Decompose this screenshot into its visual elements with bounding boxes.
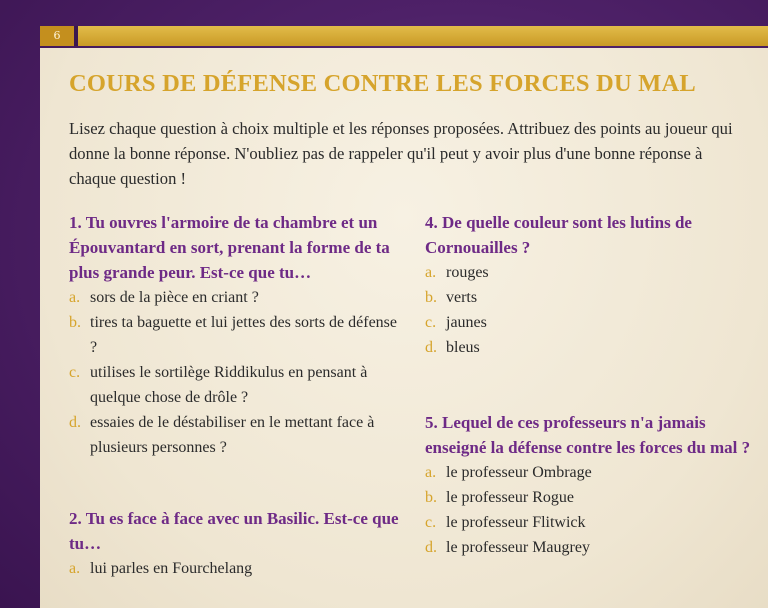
question-2 bbox=[69, 506, 399, 581]
question-text: 1. Tu ouvres l'armoire de ta chambre et un Épouvantard en sort, prenant la forme de ta plus grande peur. Est-ce que tu… bbox=[69, 213, 390, 282]
answer-letter: a. bbox=[69, 560, 81, 577]
answer-text: rouges bbox=[446, 264, 489, 281]
page-number: 6 bbox=[40, 26, 74, 46]
answer-option bbox=[425, 485, 755, 510]
answer-letter: b. bbox=[69, 314, 81, 331]
page-title: COURS DE DÉFENSE CONTRE LES FORCES DU MAL bbox=[69, 70, 696, 97]
answer-option bbox=[69, 360, 399, 410]
answer-option bbox=[425, 285, 755, 310]
answer-text: essaies de le déstabiliser en le mettant face à plusieurs personnes ? bbox=[90, 414, 375, 456]
answer-letter: a. bbox=[69, 289, 81, 306]
right-column bbox=[425, 210, 755, 560]
answer-letter: d. bbox=[69, 414, 81, 431]
answer-text: tires ta baguette et lui jettes des sorts de défense ? bbox=[90, 314, 398, 356]
answer-text: bleus bbox=[446, 339, 480, 356]
answer-option bbox=[425, 310, 755, 335]
answer-text: sors de la pièce en criant ? bbox=[90, 289, 259, 306]
answer-text: jaunes bbox=[446, 314, 487, 331]
answer-letter: b. bbox=[425, 489, 437, 506]
question-text: 2. Tu es face à face avec un Basilic. Est-ce que tu… bbox=[69, 509, 399, 553]
answer-text: verts bbox=[446, 289, 478, 306]
answer-letter: d. bbox=[425, 339, 437, 356]
answer-option bbox=[69, 310, 399, 360]
answer-text: lui parles en Fourchelang bbox=[90, 560, 253, 577]
answer-letter: a. bbox=[425, 464, 437, 481]
answer-option bbox=[425, 260, 755, 285]
answer-text: le professeur Rogue bbox=[446, 489, 574, 506]
answer-option bbox=[69, 285, 399, 310]
answer-option bbox=[425, 335, 755, 360]
question-text: 5. Lequel de ces professeurs n'a jamais enseigné la défense contre les forces du mal ? bbox=[425, 413, 751, 457]
answer-letter: c. bbox=[425, 514, 437, 531]
answer-text: utilises le sortilège Riddikulus en pensant à quelque chose de drôle ? bbox=[90, 364, 368, 406]
left-column bbox=[69, 210, 399, 581]
answer-option bbox=[425, 535, 755, 560]
question-4 bbox=[425, 210, 755, 360]
intro-paragraph: Lisez chaque question à choix multiple et les réponses proposées. Attribuez des points au joueur qui donne la bonne réponse. N'oubliez pas de rappeler qu'il peut y avoir plus d'une bonne réponse à chaque question ! bbox=[69, 119, 733, 188]
answer-option bbox=[425, 460, 755, 485]
answer-letter: c. bbox=[425, 314, 437, 331]
question-text: 4. De quelle couleur sont les lutins de Cornouailles ? bbox=[425, 213, 692, 257]
answer-letter: a. bbox=[425, 264, 437, 281]
header-strip bbox=[40, 26, 768, 46]
answer-option bbox=[69, 556, 399, 581]
answer-text: le professeur Ombrage bbox=[446, 464, 592, 481]
answer-text: le professeur Flitwick bbox=[446, 514, 586, 531]
answer-option bbox=[425, 510, 755, 535]
answer-option bbox=[69, 410, 399, 460]
answer-letter: c. bbox=[69, 364, 81, 381]
question-5 bbox=[425, 410, 755, 560]
answer-text: le professeur Maugrey bbox=[446, 539, 590, 556]
answer-letter: d. bbox=[425, 539, 437, 556]
header-strip-divider bbox=[74, 26, 78, 46]
answer-letter: b. bbox=[425, 289, 437, 306]
question-1 bbox=[69, 210, 399, 460]
